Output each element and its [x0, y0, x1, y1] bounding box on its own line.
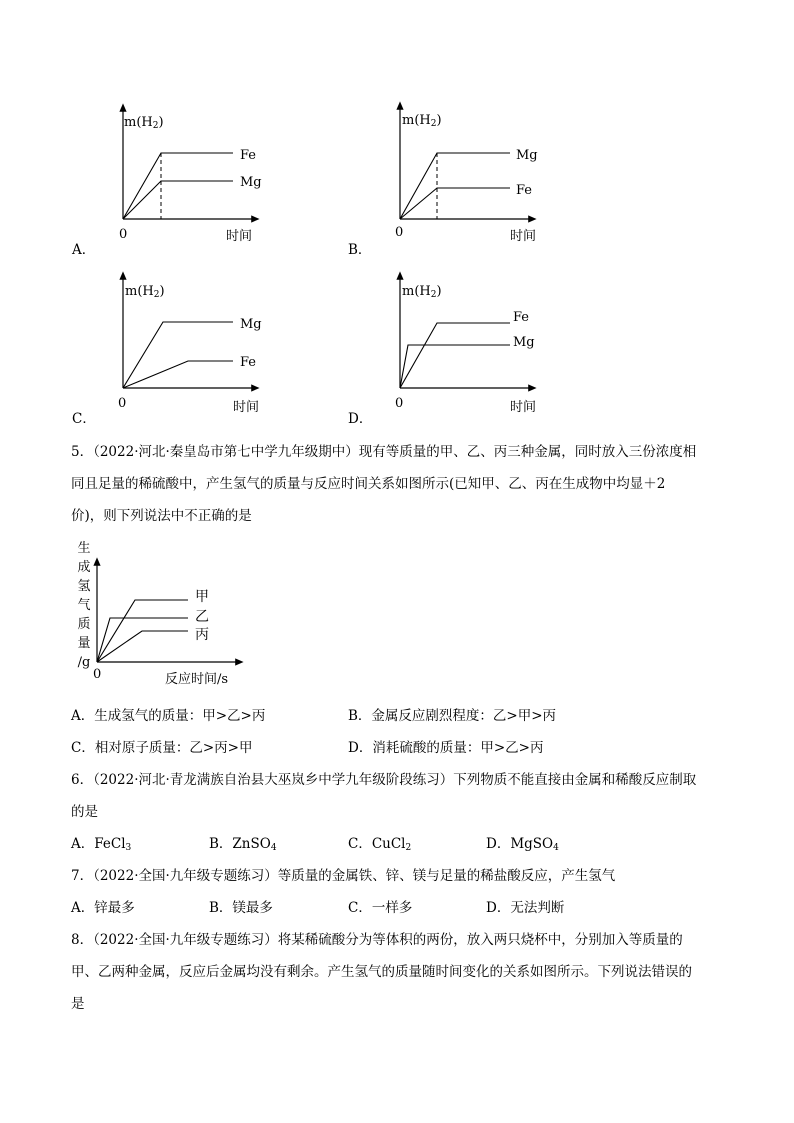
- q8-line-3: 是: [71, 996, 85, 1012]
- x-axis-label: 时间: [226, 229, 253, 244]
- q6-option-b[interactable]: B．ZnSO$_4$: [209, 836, 277, 853]
- series-label-mg: Mg: [240, 175, 262, 190]
- q7-option-d[interactable]: D．无法判断: [486, 900, 565, 916]
- y-axis-label: $m(H_2)$: [402, 113, 442, 129]
- q6-line-2: 的是: [71, 804, 98, 820]
- mg-line: [400, 153, 510, 219]
- x-axis-label: 时间: [233, 400, 260, 415]
- q5-line-2: 同且足量的稀硫酸中，产生氢气的质量与反应时间关系如图所示(已知甲、乙、丙在生成物中均显＋2: [71, 476, 666, 492]
- series-label-fe: Fe: [240, 355, 257, 370]
- graph-d-svg: [345, 265, 575, 430]
- series-label-mg: Mg: [513, 335, 535, 350]
- graph-a-svg: [68, 95, 298, 260]
- series-label-yi: 乙: [195, 609, 209, 625]
- graph-a: [68, 95, 298, 260]
- series-label-mg: Mg: [240, 317, 262, 332]
- bing-line: [97, 631, 188, 662]
- graph-c-svg: [68, 265, 298, 430]
- graph-b: [345, 95, 575, 260]
- origin-label: 0: [395, 396, 404, 411]
- fe-line: [123, 153, 233, 219]
- fe-line: [123, 361, 233, 388]
- q5-graph: [70, 535, 270, 695]
- q5-option-c[interactable]: C．相对原子质量：乙>丙>甲: [71, 740, 253, 756]
- x-axis-label: 时间: [510, 400, 537, 415]
- origin-label: 0: [93, 667, 102, 682]
- series-label-mg: Mg: [516, 148, 538, 163]
- option-letter-a: A．: [72, 242, 96, 258]
- q5-line-3: 价)，则下列说法中不正确的是: [71, 508, 252, 524]
- q6-option-a[interactable]: A．FeCl$_3$: [71, 836, 132, 853]
- q6-line-1: 6．（2022·河北·青龙满族自治县大巫岚乡中学九年级阶段练习）下列物质不能直接由金属和稀酸反应制取: [71, 772, 697, 788]
- q5-option-d[interactable]: D．消耗硫酸的质量：甲>乙>丙: [348, 740, 544, 756]
- graph-d: [345, 265, 575, 430]
- q8-line-2: 甲、乙两种金属，反应后金属均没有剩余。产生氢气的质量随时间变化的关系如图所示。下列说法错误的: [71, 964, 692, 980]
- x-axis-label: 反应时间/s: [165, 672, 229, 687]
- q6-option-c[interactable]: C．CuCl$_2$: [348, 836, 412, 853]
- q5-y-axis-label: 生 成 氢 气 质 量 /g: [77, 541, 91, 670]
- mg-line: [123, 322, 233, 388]
- q5-line-1: 5．（2022·河北·秦皇岛市第七中学九年级期中）现有等质量的甲、乙、丙三种金属，同时放入三份浓度相: [71, 444, 697, 460]
- q7-option-c[interactable]: C．一样多: [348, 900, 413, 916]
- y-axis-label: $m(H_2)$: [402, 284, 442, 300]
- y-axis-label: $m(H_2)$: [125, 284, 165, 300]
- mg-line: [400, 345, 510, 388]
- series-label-jia: 甲: [195, 589, 209, 605]
- q7-line-1: 7．（2022·全国·九年级专题练习）等质量的金属铁、锌、镁与足量的稀盐酸反应，产生氢气: [71, 868, 616, 884]
- graph-b-svg: [345, 95, 575, 260]
- q8-line-1: 8．（2022·全国·九年级专题练习）将某稀硫酸分为等体积的两份，放入两只烧杯中，分别加入等质量的: [71, 932, 683, 948]
- q7-option-b[interactable]: B．镁最多: [209, 900, 273, 916]
- fe-line: [400, 188, 510, 219]
- series-label-fe: Fe: [513, 310, 530, 325]
- x-axis-label: 时间: [510, 229, 537, 244]
- fe-line: [400, 323, 510, 388]
- option-letter-c: C．: [72, 411, 96, 427]
- origin-label: 0: [119, 227, 128, 242]
- origin-label: 0: [118, 396, 127, 411]
- series-label-fe: Fe: [240, 148, 257, 163]
- mg-line: [123, 181, 233, 219]
- q6-option-d[interactable]: D．MgSO$_4$: [486, 836, 559, 853]
- origin-label: 0: [395, 225, 404, 240]
- y-axis-label: $m(H_2)$: [124, 115, 164, 131]
- graph-c: [68, 265, 298, 430]
- series-label-bing: 丙: [195, 627, 209, 643]
- q7-option-a[interactable]: A．锌最多: [71, 900, 135, 916]
- series-label-fe: Fe: [516, 183, 533, 198]
- q5-option-a[interactable]: A．生成氢气的质量：甲>乙>丙: [71, 708, 266, 724]
- option-letter-d: D．: [348, 411, 373, 427]
- option-letter-b: B．: [348, 242, 372, 258]
- q5-option-b[interactable]: B．金属反应剧烈程度：乙>甲>丙: [348, 708, 557, 724]
